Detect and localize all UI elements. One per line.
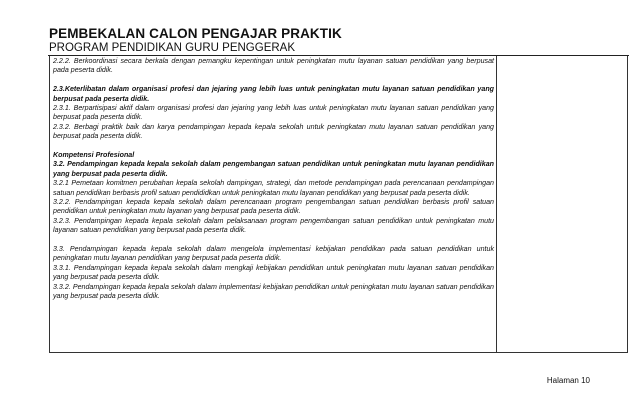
paragraph: 3.3.2. Pendampingan kepada kepala sekolah dalam implementasi kebijakan pendidikan untuk peningkatan mutu layanan satuan pendidikan yang berpusat pada peserta didik. bbox=[53, 282, 494, 301]
competency-heading: Kompetensi Profesional bbox=[53, 151, 135, 160]
section-heading: 2.3.Keterlibatan dalam organisasi profesi dan jejaring yang lebih luas untuk peningkatan mutu layanan satuan pendidikan yang berpusat pada peserta didik. bbox=[53, 85, 494, 103]
paragraph: 3.2.1 Pemetaan komitmen perubahan kepala sekolah dampingan, strategi, dan metode pendampingan pada perencanaan pendampingan satuan pendidikan berbasis profil satuan pendididkan untuk peningkatan mutu layanan pendidikan yang berpusat pada peserta didik. bbox=[53, 179, 494, 197]
page-number: Halaman 10 bbox=[546, 376, 590, 385]
section-heading: 3.2. Pendampingan kepada kepala sekolah dalam pengembangan satuan pendidikan untuk peningkatan mutu layanan pendidikan yang berpusat pada peserta didik. bbox=[53, 160, 494, 178]
page-subtitle: PROGRAM PENDIDIKAN GURU PENGGERAK bbox=[49, 42, 296, 54]
paragraph: 3.2.2. Pendampingan kepada kepala sekolah dalam perencanaan program pengembangan satuan pendidikan berbasis profil satuan pendidikan untuk peningkatan mutu layanan yang berpusat pada peserta didik. bbox=[53, 198, 494, 216]
paragraph: 2.2.2. Berkoordinasi secara berkala dengan pemangku kepentingan untuk peningkatan mutu layanan satuan pendidikan yang berpusat pada peserta didik. bbox=[53, 57, 494, 75]
paragraph: 3.3.1. Pendampingan kepada kepala sekolah dalam mengkaji kebijakan pendidikan untuk peningkatan mutu layanan satuan pendidikan yang berpusat pada peserta didik. bbox=[53, 263, 494, 282]
page-title: PEMBEKALAN CALON PENGAJAR PRAKTIK bbox=[49, 26, 342, 41]
paragraph: 3.2.3. Pendampingan kepada kepala sekolah dalam pelaksanaan program pengembangan satuan pendidikan untuk peningkatan mutu layanan satuan pendidikan yang berpusat pada peserta didik. bbox=[53, 216, 494, 235]
empty-column bbox=[497, 56, 628, 353]
paragraph: 3.3. Pendampingan kepada kepala sekolah dalam mengelola implementasi kebijakan pendidikan pada satuan pendidikan untuk peningkatan mutu layanan pendidikan yang berpusat pada peserta didik. bbox=[53, 245, 494, 263]
competency-text bbox=[53, 57, 494, 302]
paragraph: 2.3.1. Berpartisipasi aktif dalam organisasi profesi dan jejaring yang lebih luas untuk peningkatan mutu layanan satuan pendidikan yang berpusat pada peserta didik. bbox=[53, 104, 494, 122]
paragraph: 2.3.2. Berbagi praktik baik dan karya pendampingan kepada kepala sekolah untuk peningkatan mutu layanan satuan pendidikan yang berpusat pada peserta didik. bbox=[53, 122, 494, 141]
